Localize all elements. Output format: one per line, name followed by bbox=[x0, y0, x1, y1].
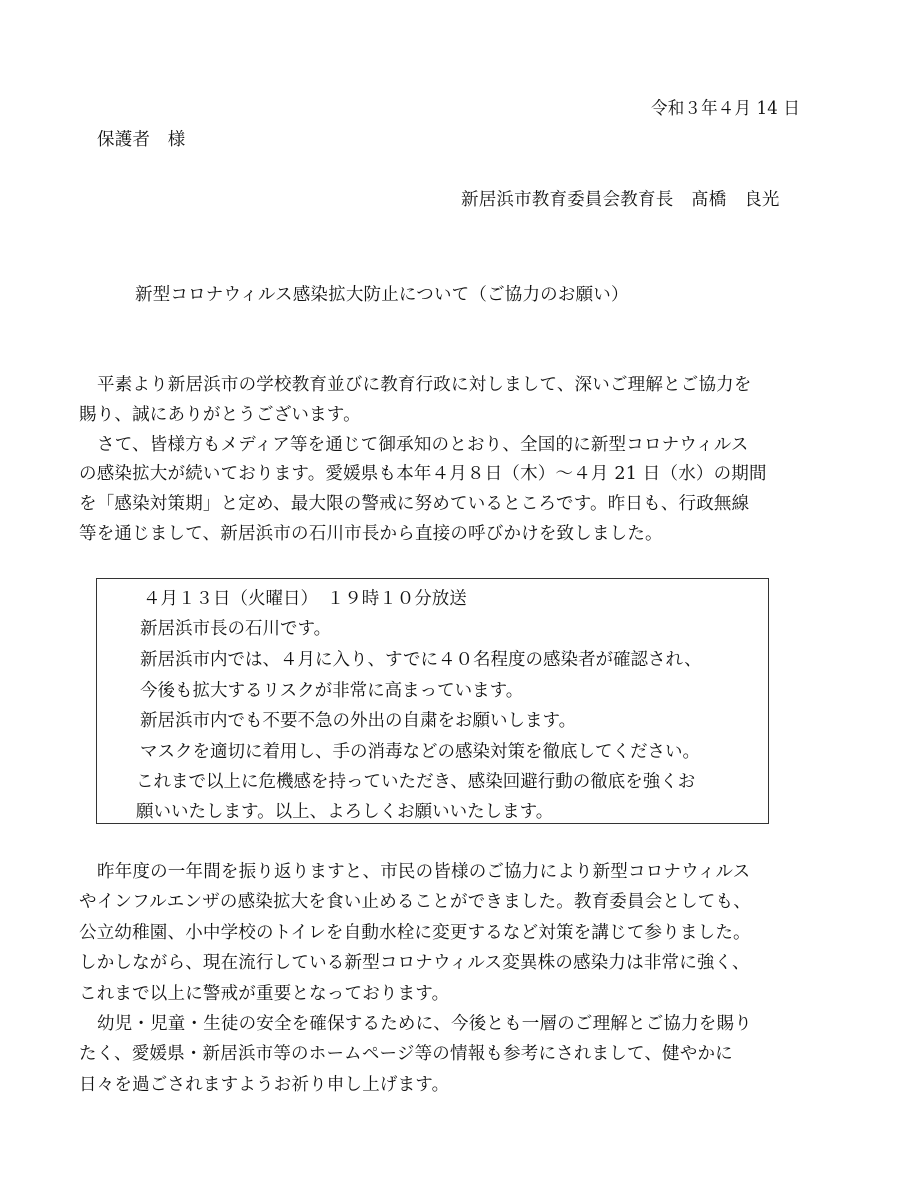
paragraph-line: 幼児・児童・生徒の安全を確保するために、今後とも一層のご理解とご協力を賜り bbox=[97, 1014, 752, 1034]
paragraph-line: を「感染対策期」と定め、最大限の警戒に努めているところです。昨日も、行政無線 bbox=[79, 494, 750, 514]
paragraph-line: さて、皆様方もメディア等を通じて御承知のとおり、全国的に新型コロナウィルス bbox=[97, 435, 749, 455]
paragraph-line: やインフルエンザの感染拡大を食い止めることができました。教育委員会としても、 bbox=[79, 892, 751, 912]
letter-date: 令和３年４月 14 日 bbox=[651, 99, 801, 119]
broadcast-line: 新居浜市内では、４月に入り、すでに４０名程度の感染者が確認され、 bbox=[140, 650, 702, 670]
paragraph-line: 昨年度の一年間を振り返りますと、市民の皆様のご協力により新型コロナウィルス bbox=[97, 862, 751, 882]
paragraph-line: 賜り、誠にありがとうございます。 bbox=[79, 405, 361, 425]
sender: 新居浜市教育委員会教育長 髙橋 良光 bbox=[461, 190, 780, 210]
broadcast-line: マスクを適切に着用し、手の消毒などの感染対策を徹底してください。 bbox=[140, 742, 700, 762]
paragraph-line: たく、愛媛県・新居浜市等のホームページ等の情報も参考にされまして、健やかに bbox=[79, 1044, 733, 1064]
paragraph-line: しかしながら、現在流行している新型コロナウィルス変異株の感染力は非常に強く、 bbox=[79, 953, 750, 973]
broadcast-line: ４月１３日（火曜日） １９時１０分放送 bbox=[143, 589, 467, 609]
broadcast-line: 新居浜市内でも不要不急の外出の自粛をお願いします。 bbox=[140, 711, 577, 731]
paragraph-line: 公立幼稚園、小中学校のトイレを自動水栓に変更するなど対策を講じて参りました。 bbox=[79, 923, 751, 943]
letter-title: 新型コロナウィルス感染拡大防止について（ご協力のお願い） bbox=[135, 285, 629, 305]
paragraph-line: これまで以上に警戒が重要となっております。 bbox=[79, 984, 450, 1004]
paragraph-line: の感染拡大が続いております。愛媛県も本年４月８日（木）～４月 21 日（水）の期間 bbox=[79, 464, 767, 484]
recipient: 保護者 様 bbox=[97, 130, 186, 150]
broadcast-line: これまで以上に危機感を持っていただき、感染回避行動の徹底を強くお bbox=[136, 772, 696, 792]
paragraph-line: 等を通じまして、新居浜市の石川市長から直接の呼びかけを致しました。 bbox=[79, 524, 663, 544]
broadcast-line: 新居浜市長の石川です。 bbox=[140, 619, 332, 639]
broadcast-line: 願いいたします。以上、よろしくお願いいたします。 bbox=[136, 802, 554, 822]
paragraph-line: 平素より新居浜市の学校教育並びに教育行政に対しまして、深いご理解とご協力を bbox=[97, 375, 752, 395]
broadcast-line: 今後も拡大するリスクが非常に高まっています。 bbox=[140, 681, 524, 701]
paragraph-line: 日々を過ごされますようお祈り申し上げます。 bbox=[79, 1075, 450, 1095]
